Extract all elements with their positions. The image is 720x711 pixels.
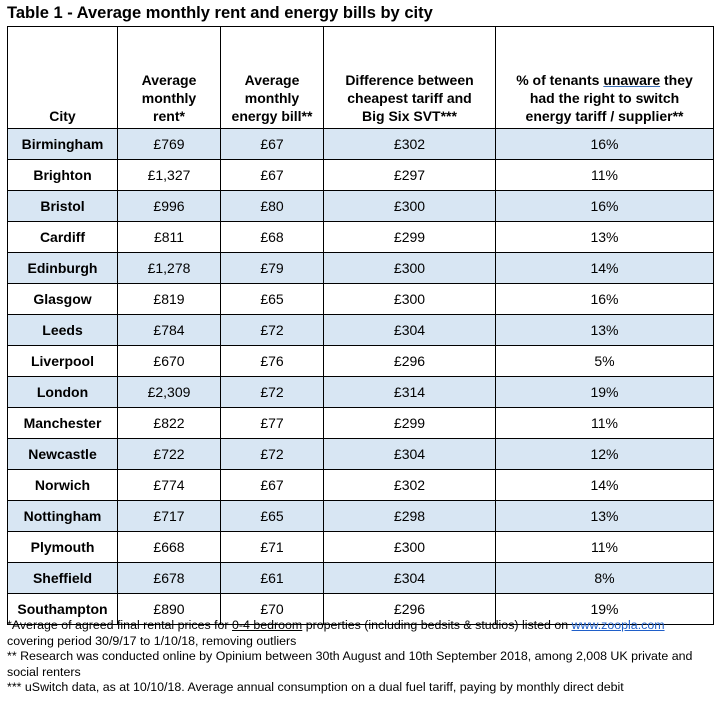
table-row [8,563,714,594]
cell-unaware: 14% [496,253,714,284]
cell-difference: £300 [324,532,496,563]
cell-rent: £2,309 [118,377,221,408]
cell-difference: £304 [324,315,496,346]
cell-rent: £890 [118,594,221,625]
cell-energy: £68 [221,222,324,253]
cell-energy: £72 [221,377,324,408]
cell-unaware: 14% [496,470,714,501]
cell-energy: £67 [221,160,324,191]
cell-unaware: 19% [496,377,714,408]
cell-energy: £76 [221,346,324,377]
cell-rent: £996 [118,191,221,222]
cell-energy: £79 [221,253,324,284]
table-row [8,470,714,501]
table-row [8,315,714,346]
cell-difference: £300 [324,284,496,315]
cell-rent: £722 [118,439,221,470]
cell-unaware: 12% [496,439,714,470]
cell-city: Nottingham [8,501,118,532]
cell-city: Sheffield [8,563,118,594]
cell-energy: £65 [221,284,324,315]
cell-rent: £717 [118,501,221,532]
zoopla-link[interactable]: www.zoopla.com [571,618,665,632]
header-rent: Average monthly rent* [118,27,221,129]
footnote-uswitch: *** uSwitch data, as at 10/10/18. Average annual consumption on a dual fuel tariff, paying by monthly direct debit [7,680,624,695]
cell-rent: £1,327 [118,160,221,191]
table-row [8,129,714,160]
cell-city: Plymouth [8,532,118,563]
cell-city: Manchester [8,408,118,439]
cell-difference: £299 [324,222,496,253]
table-row [8,346,714,377]
cell-unaware: 8% [496,563,714,594]
cell-city: Brighton [8,160,118,191]
header-difference: Difference between cheapest tariff and Big Six SVT*** [324,27,496,129]
cell-unaware: 19% [496,594,714,625]
cell-difference: £314 [324,377,496,408]
cell-city: Cardiff [8,222,118,253]
cell-energy: £77 [221,408,324,439]
table-body [8,129,714,625]
cell-energy: £71 [221,532,324,563]
cell-city: Norwich [8,470,118,501]
cell-energy: £61 [221,563,324,594]
cell-city: Glasgow [8,284,118,315]
header-city: City [8,27,118,129]
cell-unaware: 13% [496,222,714,253]
table-row [8,408,714,439]
cell-energy: £67 [221,129,324,160]
table-row [8,501,714,532]
cell-unaware: 5% [496,346,714,377]
cell-difference: £300 [324,253,496,284]
cell-energy: £72 [221,315,324,346]
cell-difference: £300 [324,191,496,222]
cell-rent: £819 [118,284,221,315]
footnote-research: ** Research was conducted online by Opinium between 30th August and 10th September 2018, among 2,008 UK private and social renters [7,649,693,679]
header-unaware: % of tenants unaware they had the right to switch energy tariff / supplier** [496,27,714,129]
cell-difference: £296 [324,594,496,625]
cell-rent: £678 [118,563,221,594]
table-row [8,284,714,315]
table-row [8,191,714,222]
footnotes [7,618,713,696]
cell-unaware: 13% [496,501,714,532]
cell-rent: £769 [118,129,221,160]
table-row [8,377,714,408]
cell-city: Edinburgh [8,253,118,284]
cell-difference: £296 [324,346,496,377]
rent-energy-table [7,26,714,625]
cell-city: Liverpool [8,346,118,377]
cell-unaware: 11% [496,160,714,191]
cell-city: Leeds [8,315,118,346]
cell-difference: £299 [324,408,496,439]
table-row [8,253,714,284]
cell-city: Newcastle [8,439,118,470]
cell-unaware: 16% [496,284,714,315]
cell-energy: £72 [221,439,324,470]
table-row [8,160,714,191]
cell-city: London [8,377,118,408]
cell-rent: £811 [118,222,221,253]
cell-difference: £304 [324,439,496,470]
header-energy: Average monthly energy bill** [221,27,324,129]
cell-rent: £670 [118,346,221,377]
cell-unaware: 11% [496,408,714,439]
cell-difference: £298 [324,501,496,532]
header-row [8,27,714,129]
cell-city: Birmingham [8,129,118,160]
cell-difference: £302 [324,129,496,160]
cell-energy: £67 [221,470,324,501]
cell-difference: £297 [324,160,496,191]
cell-unaware: 13% [496,315,714,346]
table-title: Table 1 - Average monthly rent and energy bills by city [7,4,433,22]
cell-rent: £1,278 [118,253,221,284]
table-row [8,439,714,470]
cell-difference: £302 [324,470,496,501]
cell-difference: £304 [324,563,496,594]
cell-energy: £65 [221,501,324,532]
cell-energy: £70 [221,594,324,625]
table-row [8,532,714,563]
cell-rent: £668 [118,532,221,563]
cell-rent: £822 [118,408,221,439]
cell-unaware: 16% [496,191,714,222]
cell-rent: £784 [118,315,221,346]
footnote-rent: *Average of agreed final rental prices for 0-4 bedroom properties (including bedsits & studios) listed on www.zoopla.com covering period 30/9/17 to 1/10/18, removing outliers [7,618,665,648]
cell-unaware: 16% [496,129,714,160]
cell-energy: £80 [221,191,324,222]
cell-city: Southampton [8,594,118,625]
table-row [8,222,714,253]
cell-unaware: 11% [496,532,714,563]
cell-city: Bristol [8,191,118,222]
cell-rent: £774 [118,470,221,501]
